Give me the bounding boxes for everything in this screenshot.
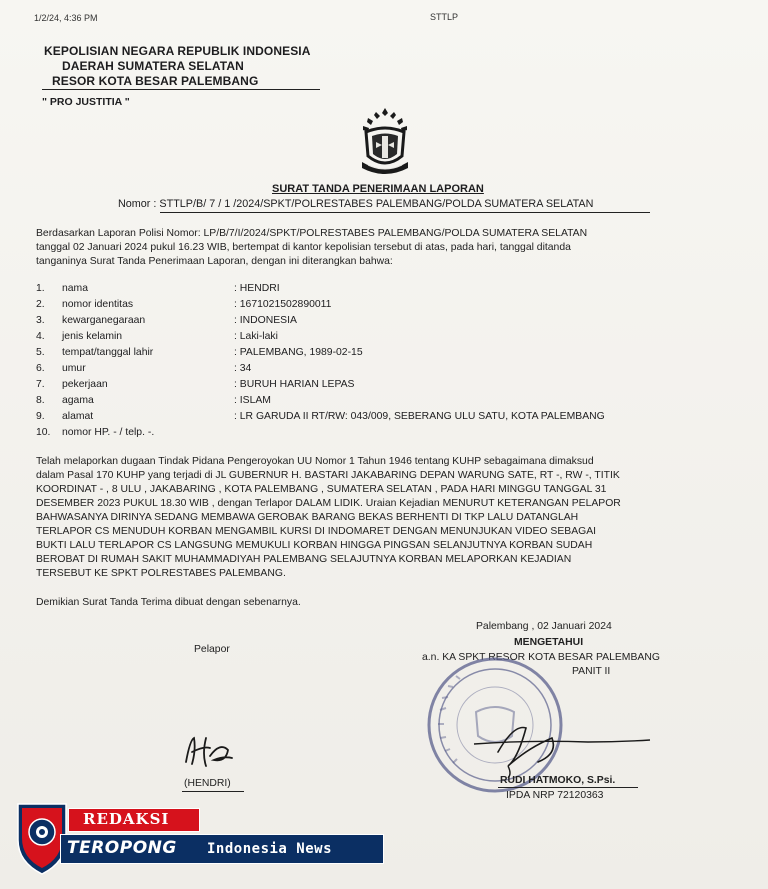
report-line: BAHWASANYA DIRINYA SEDANG MEMBAWA GEROBAK BARANG BEKAS BERHENTI DI TKP LALU DATANGLAH	[36, 512, 579, 523]
officer-rank: IPDA NRP 72120363	[506, 790, 604, 801]
institution-line-1: KEPOLISIAN NEGARA REPUBLIK INDONESIA	[44, 44, 311, 58]
ack-label: MENGETAHUI	[514, 637, 584, 648]
brand-ribbon	[68, 808, 200, 832]
field-row: 10. nomor HP. - / telp. -.	[36, 427, 155, 438]
place-date: Palembang , 02 Januari 2024	[476, 621, 612, 632]
report-line: TERSEBUT KE SPKT POLRESTABES PALEMBANG.	[36, 568, 286, 579]
field-row: 6. umur : 34	[36, 363, 252, 374]
police-crest-emblem	[354, 106, 416, 178]
intro-line-2: tanggal 02 Januari 2024 pukul 16.23 WIB, bertempat di kantor kepolisian tersebut di atas, pada hari, tanggal ditanda	[36, 242, 571, 253]
report-line: DESEMBER 2023 PUKUL 18.30 WIB , dengan Terlapor DALAM LIDIK. Uraian Kejadian MENURUT KETERANGAN PELAPOR	[36, 498, 621, 509]
print-datetime: 1/2/24, 4:36 PM	[34, 13, 98, 23]
ack-on-behalf: a.n. KA SPKT RESOR KOTA BESAR PALEMBANG	[422, 652, 660, 663]
title-underline	[160, 212, 650, 213]
report-line: BUKTI LALU TERLAPOR CS LANGSUNG MEMUKULI KORBAN HINGGA PINGSAN SELANJUTNYA KORBAN SUDAH	[36, 540, 593, 551]
reporter-label: Pelapor	[194, 644, 230, 655]
reporter-name: (HENDRI)	[184, 778, 231, 789]
field-row: 2. nomor identitas : 1671021502890011	[36, 299, 332, 310]
ack-unit: PANIT II	[572, 666, 611, 677]
closing-statement: Demikian Surat Tanda Terima dibuat dengan sebenarnya.	[36, 597, 301, 608]
institution-line-3: RESOR KOTA BESAR PALEMBANG	[52, 74, 259, 88]
reporter-signature	[180, 732, 236, 772]
field-row: 8. agama : ISLAM	[36, 395, 271, 406]
officer-signature	[468, 718, 658, 778]
field-row: 9. alamat : LR GARUDA II RT/RW: 043/009, SEBERANG ULU SATU, KOTA PALEMBANG	[36, 411, 605, 422]
field-row: 7. pekerjaan : BURUH HARIAN LEPAS	[36, 379, 355, 390]
brand-top-text: REDAKSI	[83, 810, 170, 828]
reporter-name-underline	[182, 791, 244, 792]
intro-line-1: Berdasarkan Laporan Polisi Nomor: LP/B/7/I/2024/SPKT/POLRESTABES PALEMBANG/POLDA SUMATERA SELATAN	[36, 228, 588, 239]
intro-line-3: tanganinya Surat Tanda Penerimaan Laporan, dengan ini diterangkan bahwa:	[36, 256, 393, 267]
field-row: 4. jenis kelamin : Laki-laki	[36, 331, 278, 342]
officer-name-underline	[498, 787, 638, 788]
institution-underline	[42, 89, 320, 90]
field-row: 1. nama : HENDRI	[36, 283, 280, 294]
document-number: Nomor : STTLP/B/ 7 / 1 /2024/SPKT/POLRESTABES PALEMBANG/POLDA SUMATERA SELATAN	[118, 198, 594, 210]
document-title: SURAT TANDA PENERIMAAN LAPORAN	[272, 183, 484, 195]
brand-main-text: TEROPONG	[67, 838, 177, 858]
print-doc-code: STTLP	[430, 12, 459, 22]
brand-banner	[60, 834, 384, 864]
institution-line-2: DAERAH SUMATERA SELATAN	[62, 59, 244, 73]
field-row: 5. tempat/tanggal lahir : PALEMBANG, 1989-02-15	[36, 347, 363, 358]
report-line: dalam Pasal 170 KUHP yang terjadi di JL GUBERNUR H. BASTARI JAKABARING DEPAN WARUNG SATE, RT -, RW -, TITIK	[36, 470, 620, 481]
brand-sub-text: Indonesia News	[207, 841, 333, 857]
field-row: 3. kewarganegaraan : INDONESIA	[36, 315, 297, 326]
report-line: TERLAPOR CS MENUDUH KORBAN MENGAMBIL KURSI DI INDOMARET DENGAN MENUNJUKAN VIDEO SEBAGAI	[36, 526, 597, 537]
pro-justitia-motto: " PRO JUSTITIA "	[42, 96, 130, 108]
report-line: Telah melaporkan dugaan Tindak Pidana Pengeroyokan UU Nomor 1 Tahun 1946 tentang KUHP sebagaimana dimaksud	[36, 456, 594, 467]
officer-name: RUDI HATMOKO, S.Psi.	[500, 775, 616, 786]
report-line: BEROBAT DI RUMAH SAKIT MUHAMMADIYAH PALEMBANG SELAJUTNYA KORBAN MELAPORKAN KEJADIAN	[36, 554, 572, 565]
report-line: KOORDINAT - , 8 ULU , JAKABARING , KOTA PALEMBANG , SUMATERA SELATAN , PADA HARI MINGGU TANGGAL 31	[36, 484, 607, 495]
